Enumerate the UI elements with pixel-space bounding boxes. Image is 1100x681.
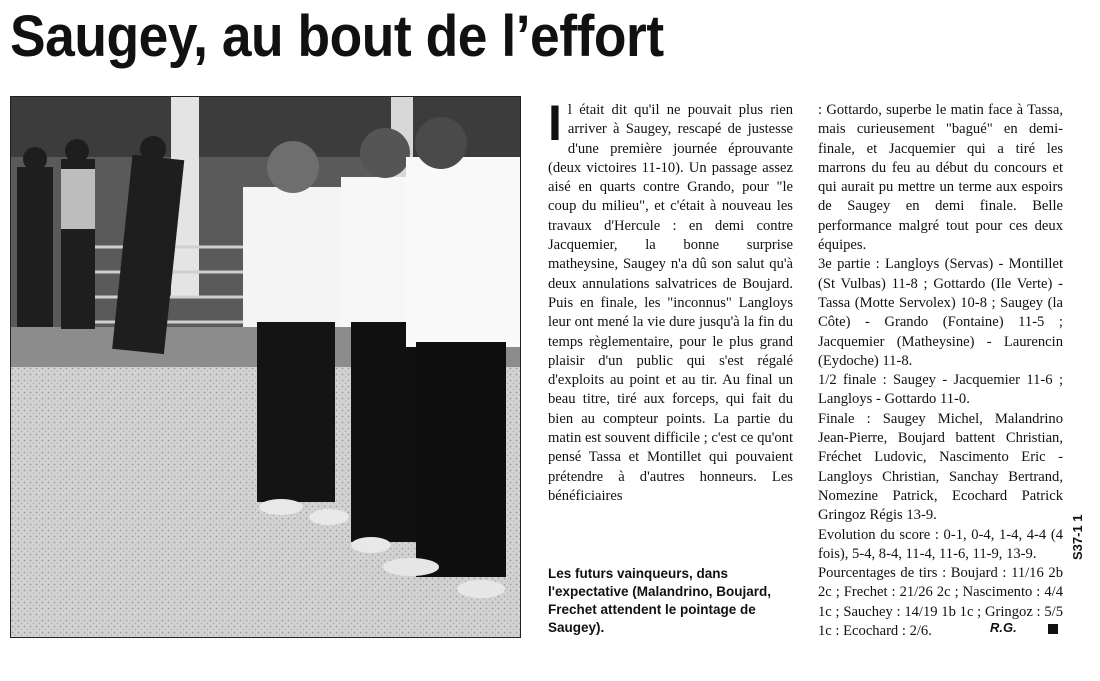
article-column-2 xyxy=(818,101,1063,641)
author-signature: R.G. xyxy=(990,620,1017,635)
shooting-percentages: Pourcentages de tirs : Boujard : 11/16 2b 2c ; Frechet : 21/26 2c ; Nascimento : 4/4 1c ; Sauchey : 14/19 1b 1c ; Gringoz : 5/5 1c : Ecochard : 2/6. xyxy=(818,565,1063,640)
end-of-article-mark xyxy=(1048,624,1058,634)
results-third-round: 3e partie : Langloys (Servas) - Montillet (St Vulbas) 11-8 ; Gottardo (Ile Verte) - Tassa (Motte Servolex) 10-8 ; Saugey (la Côte) - Grando (Fontaine) 11-5 ; Jacquemier (Matheysine) - Laurencin (Eydoche) 11-8. xyxy=(818,256,1063,369)
results-final: Finale : Saugey Michel, Malandrino Jean-Pierre, Boujard battent Christian, Fréchet Ludovic, Nascimento Eric - Langloys Christian, Sanchay Bertrand, Nomezine Patrick, Ecochard Patrick Gringoz Régis 13-9. xyxy=(818,410,1063,524)
news-photo xyxy=(10,96,521,638)
results-semifinal: 1/2 finale : Saugey - Jacquemier 11-6 ; Langloys - Gottardo 11-0. xyxy=(818,372,1063,408)
article-column-1 xyxy=(548,95,793,506)
article-text: l était dit qu'il ne pouvait plus rien arriver à Saugey, rescapé de justesse d'une première journée éprouvante (deux victoires 11-10). Un passage assez aisé en quarts contre Grando, pour "le coup du milieu", et c'était à nouveau les travaux d'Hercule : en demi contre Jacquemier, la bonne surprise matheysine, Saugey n'a dû son salut qu'à deux annulations salvatrices de Boujard. Puis en finale, les "inconnus" Langloys leur ont mené la vie dure jusqu'à la fin du temps règlementaire, pour le plus grand plaisir d'un public qui s'est régalé d'exploits au point et au tir. Au final un beau titre, tiré aux forceps, qui fait du bien au compteur points. La partie du matin est souvent difficile ; c'est ce qu'ont pensé Tassa et Montillet qui pouvaient prétendre à d'autres honneurs. Les bénéficiaires xyxy=(548,102,793,504)
article-paragraph: : Gottardo, superbe le matin face à Tassa, mais curieusement "bagué" en demi-finale, et Jacquemier qui a tiré les marrons du feu au début du concours et qui aurait pu mettre un terme aux espoirs de Saugey en demi finale. Belle performance malgré tout pour ces deux équipes. xyxy=(818,102,1063,254)
drop-cap: I xyxy=(548,95,562,151)
page-code: S37-1 1 xyxy=(1070,514,1085,560)
headline: Saugey, au bout de l’effort xyxy=(10,4,664,69)
photo-caption: Les futurs vainqueurs, dans l'expectative (Malandrino, Boujard, Frechet attendent le pointage de Saugey). xyxy=(548,566,772,635)
score-evolution: Evolution du score : 0-1, 0-4, 1-4, 4-4 (4 fois), 5-4, 8-4, 11-4, 11-6, 11-9, 13-9. xyxy=(818,526,1063,562)
article-lead-paragraph xyxy=(548,95,793,506)
